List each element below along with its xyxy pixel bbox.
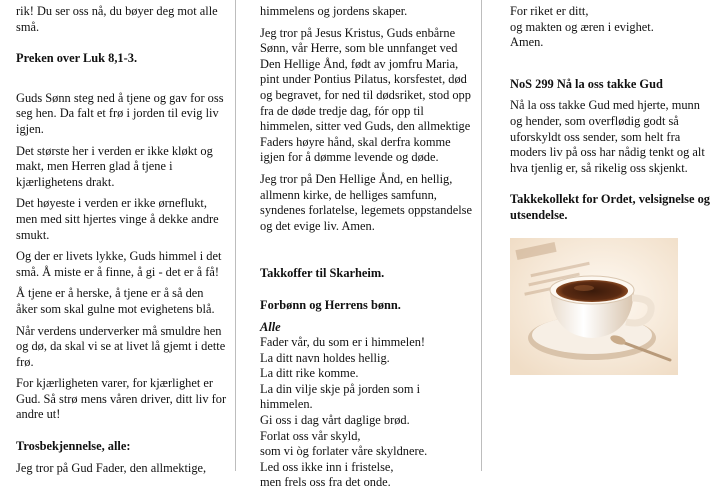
hymn-ending-text: rik! Du ser oss nå, du bøyer deg mot alle små. — [16, 4, 227, 35]
sermon-verse-1: Guds Sønn steg ned å tjene og gav for oss seg hen. Da falt et frø i jorden til evig liv igjen. — [16, 91, 227, 138]
prayer-line: Led oss ikke inn i fristelse, — [260, 460, 473, 476]
prayer-line: himmelen. — [260, 397, 473, 413]
prayer-ending — [510, 4, 710, 51]
creed-continuation: himmelens og jordens skaper. — [260, 4, 473, 20]
collect-heading: Takkekollekt for Ordet, velsignelse og utsendelse. — [510, 192, 710, 223]
creed-heading: Trosbekjennelse, alle: — [16, 439, 227, 455]
coffee-cup-icon — [510, 238, 678, 375]
column-middle — [238, 0, 482, 471]
offering-heading: Takkoffer til Skarheim. — [260, 266, 473, 282]
lords-prayer — [260, 320, 473, 491]
prayer-line: Forlat oss vår skyld, — [260, 429, 473, 445]
prayer-line: For riket er ditt, — [510, 4, 710, 20]
sermon-verse-4: Og der er livets lykke, Guds himmel i det små. Å miste er å finne, å gi - det er å få! — [16, 249, 227, 280]
prayer-line: La ditt navn holdes hellig. — [260, 351, 473, 367]
prayer-line: og makten og æren i evighet. — [510, 20, 710, 36]
creed-first-line: Jeg tror på Gud Fader, den allmektige, — [16, 461, 227, 477]
prayer-line: men frels oss fra det onde. — [260, 475, 473, 491]
creed-second-article: Jeg tror på Jesus Kristus, Guds enbårne Sønn, vår Herre, som ble unnfanget ved Den Hellige Ånd, født av jomfru Maria, pint under Pontius Pilatus, korsfestet, død og begravet, for ned til dødsriket, stod opp fra de døde tredje dag, fór opp til himmelen, sitter ved Guds, den allmektige Faders høyre hånd, skal derfra komme igjen for å dømme levende og døde. — [260, 26, 473, 166]
prayer-line: Amen. — [510, 35, 710, 51]
prayer-leader-label: Alle — [260, 320, 473, 336]
prayer-line: La din vilje skje på jorden som i — [260, 382, 473, 398]
prayer-line: La ditt rike komme. — [260, 366, 473, 382]
coffee-cup-image — [510, 238, 678, 375]
prayer-line: som vi òg forlater våre skyldnere. — [260, 444, 473, 460]
hymn-text: Nå la oss takke Gud med hjerte, munn og hender, som overflødig godt så uforskyldt oss sender, som helt fra moders liv på oss har nådig tenkt og alt hva tjenlig er, så rikelig oss skjenkt. — [510, 98, 710, 176]
column-right — [484, 0, 720, 471]
sermon-heading: Preken over Luk 8,1-3. — [16, 51, 227, 67]
sermon-verse-3: Det høyeste i verden er ikke ørneflukt, men med sitt hjertes vinge å dekke andre smukt. — [16, 196, 227, 243]
sermon-verse-5: Å tjene er å herske, å tjene er å så den åker som skal gulne mot evighetens blå. — [16, 286, 227, 317]
prayer-line: Fader vår, du som er i himmelen! — [260, 335, 473, 351]
sermon-verse-7: For kjærligheten varer, for kjærlighet er Gud. Så strø mens våren driver, ditt liv for andre ut! — [16, 376, 227, 423]
prayer-heading: Forbønn og Herrens bønn. — [260, 298, 473, 314]
column-left — [0, 0, 236, 471]
sermon-verse-2: Det største her i verden er ikke kløkt og makt, men Herren glad å tjene i kjærlighetens drakt. — [16, 144, 227, 191]
creed-third-article: Jeg tror på Den Hellige Ånd, en hellig, allmenn kirke, de helliges samfunn, syndenes forlatelse, legemets oppstandelse og det evige liv. Amen. — [260, 172, 473, 234]
hymn-heading: NoS 299 Nå la oss takke Gud — [510, 77, 710, 93]
prayer-line: Gi oss i dag vårt daglige brød. — [260, 413, 473, 429]
sermon-verse-6: Når verdens underverker må smuldre hen og dø, da skal vi se at livet lå gjemt i dette frø. — [16, 324, 227, 371]
